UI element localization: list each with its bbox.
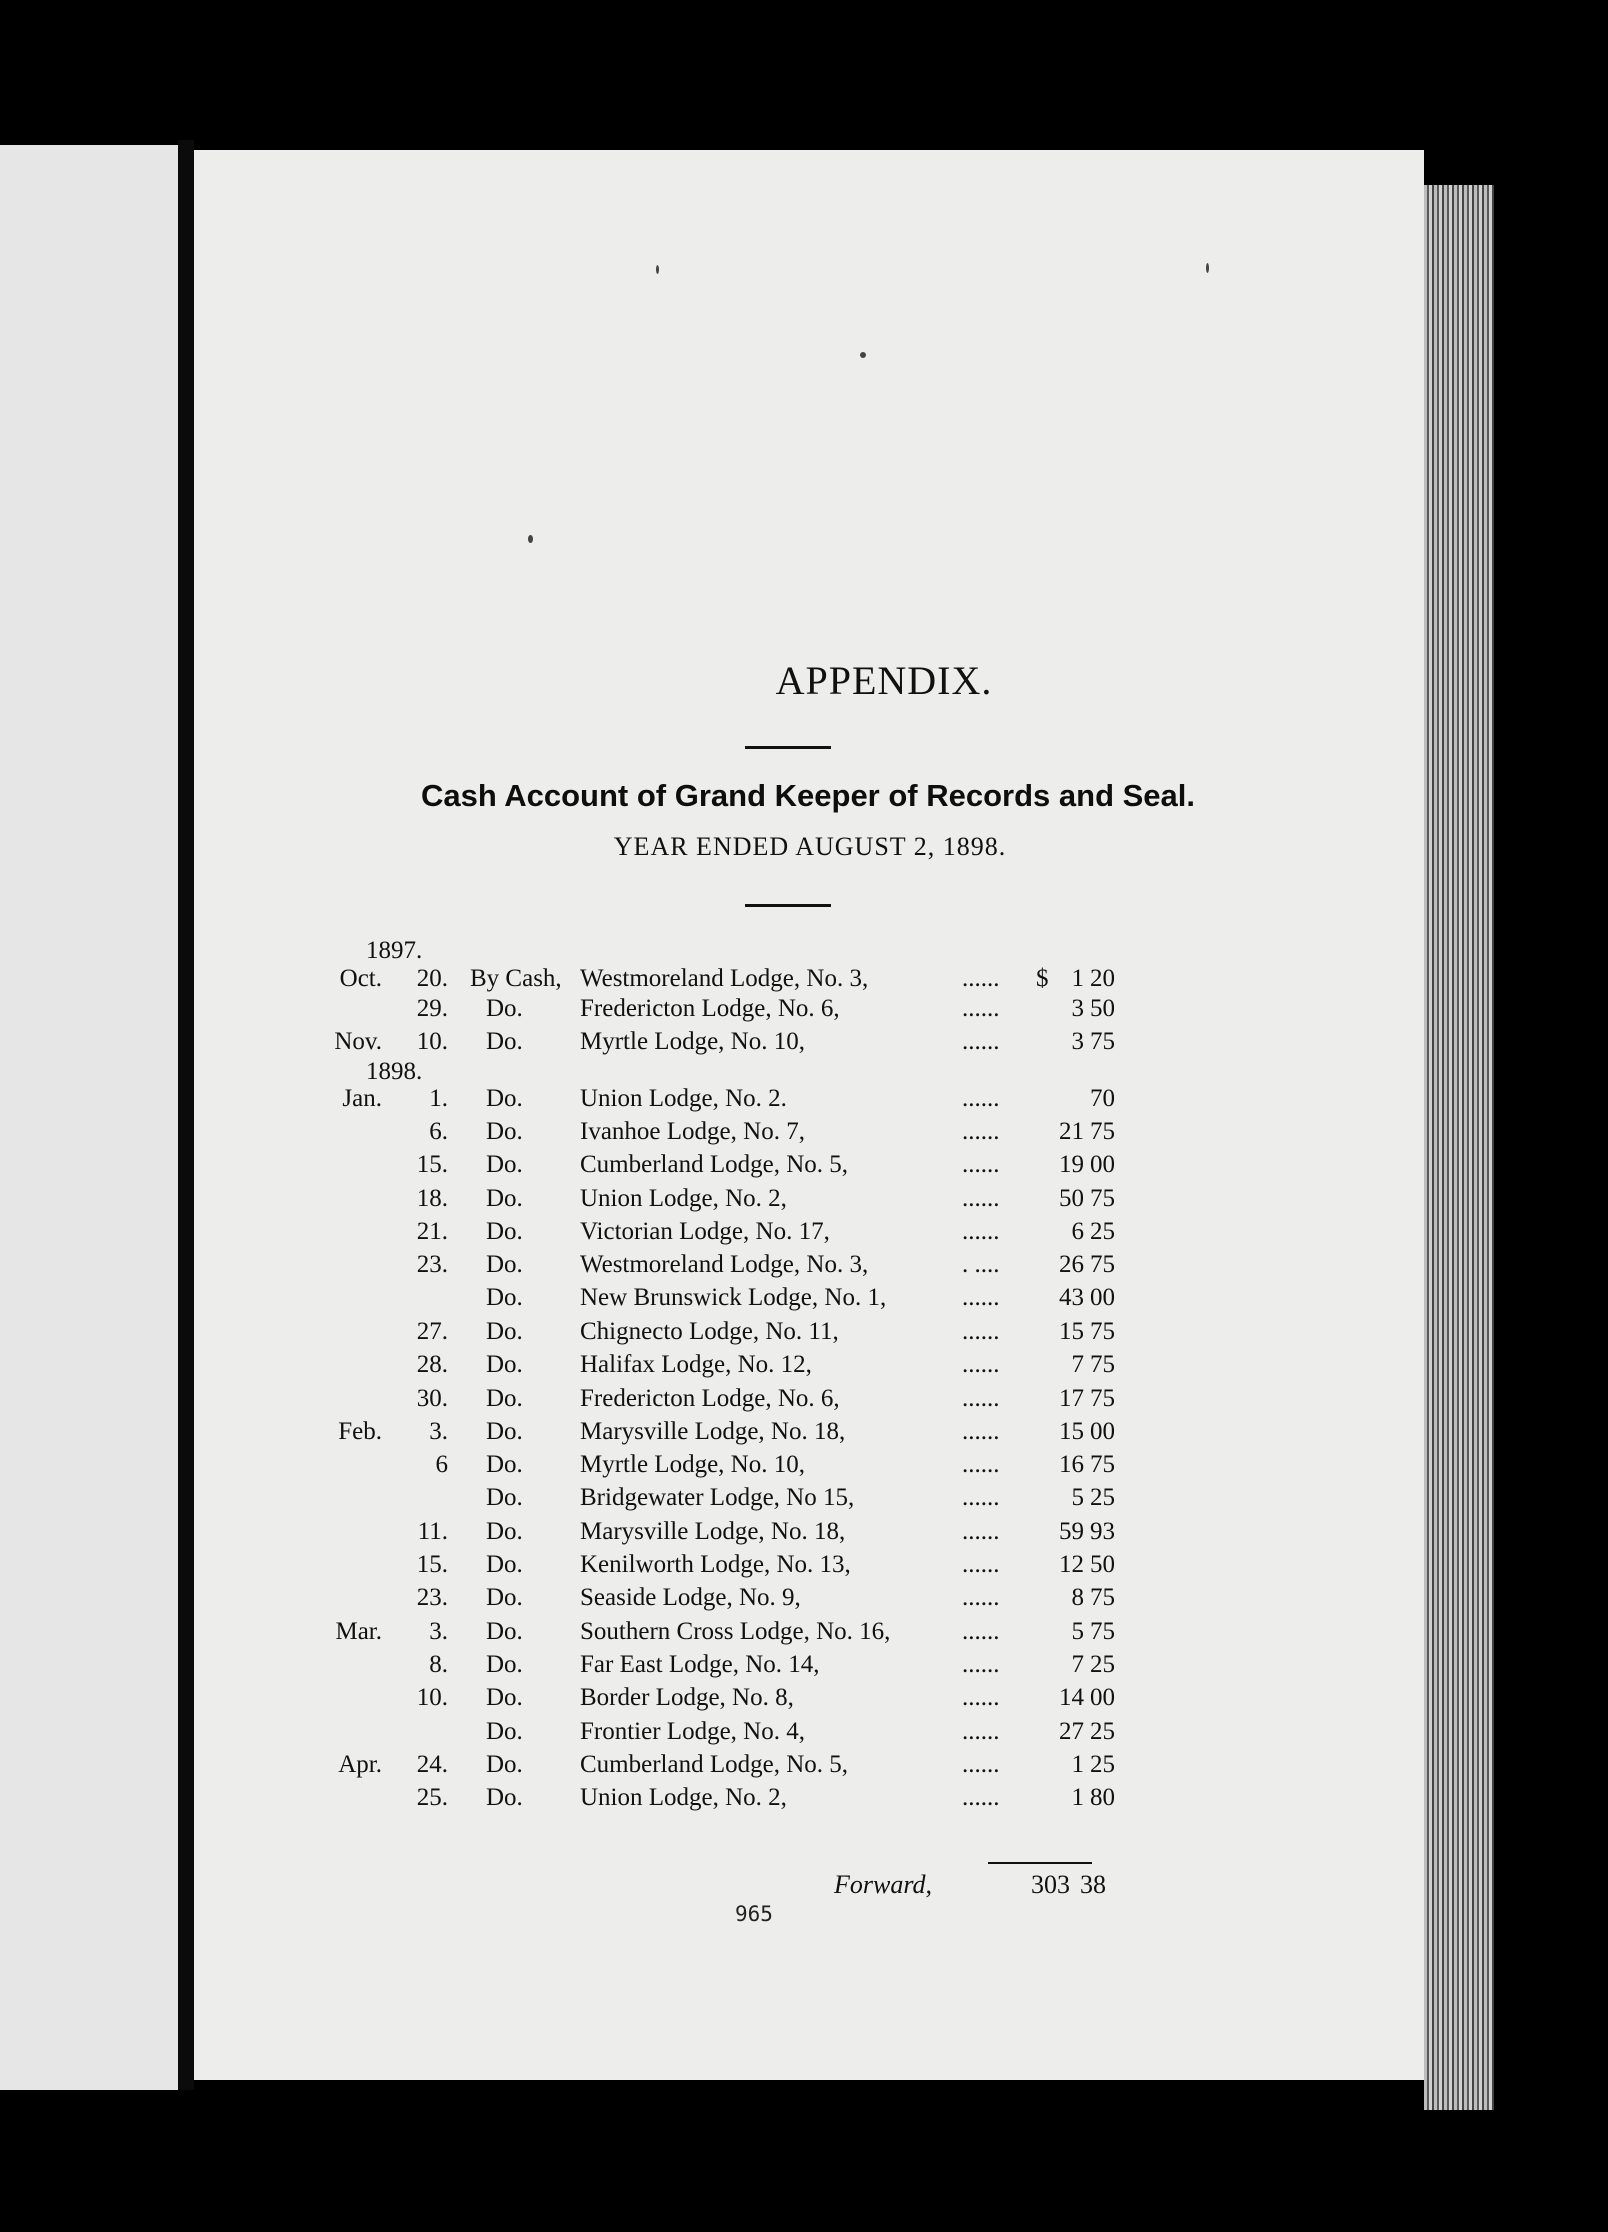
ledger-by-cash: By Cash, (470, 965, 562, 992)
ledger-cents: 25 (1090, 1484, 1115, 1511)
ledger-lodge: Ivanhoe Lodge, No. 7, (580, 1118, 805, 1145)
ledger-row (0, 1784, 1115, 1818)
ledger-ditto: Do. (486, 1451, 523, 1478)
ledger-ditto: Do. (486, 1151, 523, 1178)
ledger-dollars: 14 (1059, 1684, 1084, 1711)
ledger-dollars: 26 (1059, 1251, 1084, 1278)
ledger-day: 10. (416, 1028, 448, 1055)
ledger-cents: 75 (1090, 1185, 1115, 1212)
ledger-cents: 93 (1090, 1518, 1115, 1545)
ledger-ditto: Do. (486, 1484, 523, 1511)
ledger-month: Feb. (338, 1418, 382, 1445)
ledger-lodge: Westmoreland Lodge, No. 3, (580, 965, 869, 992)
ledger-row (0, 995, 1115, 1029)
ledger-lodge: Kenilworth Lodge, No. 13, (580, 1551, 851, 1578)
ledger-dollar-sign: $ (1036, 965, 1049, 992)
ledger-cents: 25 (1090, 1718, 1115, 1745)
ledger-ditto: Do. (486, 1551, 523, 1578)
ledger-row (0, 1584, 1115, 1618)
ledger-day: 30. (416, 1385, 448, 1412)
ledger-day: 23. (416, 1584, 448, 1611)
ledger-row (0, 1318, 1115, 1352)
ledger-leader-dots: ...... (962, 1584, 1000, 1611)
page-heading: APPENDIX. (775, 658, 993, 703)
forward-dollars: 303 (1031, 1870, 1070, 1899)
ledger-cents: 75 (1090, 1385, 1115, 1412)
ledger-ditto: Do. (486, 1684, 523, 1711)
ledger-leader-dots: ...... (962, 1551, 1000, 1578)
ledger-lodge: Border Lodge, No. 8, (580, 1684, 794, 1711)
ledger-dollars: 59 (1059, 1518, 1084, 1545)
ledger-day: 8. (429, 1651, 448, 1678)
ledger-ditto: Do. (486, 1618, 523, 1645)
ledger-ditto: Do. (486, 1118, 523, 1145)
ledger-row (0, 1551, 1115, 1585)
ledger-row (0, 1284, 1115, 1318)
ledger-leader-dots: ...... (962, 1784, 1000, 1811)
ledger-cents: 75 (1090, 1451, 1115, 1478)
ledger-leader-dots: ...... (962, 1151, 1000, 1178)
ledger-leader-dots: ...... (962, 1451, 1000, 1478)
ledger-row (0, 1085, 1115, 1119)
ledger-dollars: 8 (1071, 1584, 1084, 1611)
ledger-row (0, 1451, 1115, 1485)
ledger-leader-dots: ...... (962, 1118, 1000, 1145)
ledger-ditto: Do. (486, 1085, 523, 1112)
ledger-ditto: Do. (486, 1351, 523, 1378)
ledger-row (0, 1351, 1115, 1385)
divider-rule (745, 746, 831, 749)
ledger-lodge: Myrtle Lodge, No. 10, (580, 1451, 805, 1478)
ledger-cents: 00 (1090, 1684, 1115, 1711)
ledger-month: Oct. (339, 965, 382, 992)
ledger-lodge: Bridgewater Lodge, No 15, (580, 1484, 855, 1511)
ledger-leader-dots: ...... (962, 1418, 1000, 1445)
ledger-day: 15. (416, 1551, 448, 1578)
ledger-dollars: 3 (1071, 995, 1084, 1022)
ledger-day: 10. (416, 1684, 448, 1711)
ledger-dollars: 1 (1071, 1784, 1084, 1811)
ledger-lodge: Cumberland Lodge, No. 5, (580, 1751, 849, 1778)
ledger-day: 28. (416, 1351, 448, 1378)
ledger-ditto: Do. (486, 1518, 523, 1545)
ledger-month: Nov. (334, 1028, 382, 1055)
ledger-dollars: 17 (1059, 1385, 1084, 1412)
ledger-cents: 50 (1090, 1551, 1115, 1578)
ledger-lodge: Chignecto Lodge, No. 11, (580, 1318, 839, 1345)
ledger-ditto: Do. (486, 1318, 523, 1345)
ledger-ditto: Do. (486, 1718, 523, 1745)
year-ended-line: YEAR ENDED AUGUST 2, 1898. (613, 832, 1007, 861)
ledger-row (0, 1218, 1115, 1252)
ledger-leader-dots: ...... (962, 995, 1000, 1022)
ledger-day: 24. (416, 1751, 448, 1778)
ledger-dollars: 6 (1071, 1218, 1084, 1245)
ledger-dollars: 7 (1071, 1351, 1084, 1378)
ledger-row (0, 1484, 1115, 1518)
ledger-cents: 25 (1090, 1751, 1115, 1778)
ledger-cents: 75 (1090, 1351, 1115, 1378)
ledger-cents: 70 (1090, 1085, 1115, 1112)
ledger-lodge: Fredericton Lodge, No. 6, (580, 1385, 840, 1412)
ledger-lodge: Frontier Lodge, No. 4, (580, 1718, 805, 1745)
ledger-row (0, 1518, 1115, 1552)
ledger-cents: 50 (1090, 995, 1115, 1022)
ledger-day: 25. (416, 1784, 448, 1811)
ledger-leader-dots: ...... (962, 1751, 1000, 1778)
ledger-cents: 75 (1090, 1118, 1115, 1145)
ledger-row (0, 1718, 1115, 1752)
ledger-lodge: Halifax Lodge, No. 12, (580, 1351, 812, 1378)
divider-rule (745, 904, 831, 907)
ledger-ditto: Do. (486, 1251, 523, 1278)
ledger-row (0, 1751, 1115, 1785)
ledger-ditto: Do. (486, 1751, 523, 1778)
ledger-lodge: New Brunswick Lodge, No. 1, (580, 1284, 887, 1311)
ledger-dollars: 19 (1059, 1151, 1084, 1178)
ledger-row (0, 1151, 1115, 1185)
ledger-day: 1. (429, 1085, 448, 1112)
paper-speck (656, 265, 659, 274)
ledger-lodge: Westmoreland Lodge, No. 3, (580, 1251, 869, 1278)
paper-speck (528, 535, 533, 543)
ledger-cents: 00 (1090, 1418, 1115, 1445)
ledger-leader-dots: ...... (962, 1028, 1000, 1055)
ledger-row (0, 1385, 1115, 1419)
ledger-lodge: Southern Cross Lodge, No. 16, (580, 1618, 891, 1645)
page-number: 965 (735, 1902, 773, 1926)
ledger-dollars: 7 (1071, 1651, 1084, 1678)
ledger-cents: 75 (1090, 1318, 1115, 1345)
paper-speck (1206, 263, 1209, 273)
ledger-month: Mar. (335, 1618, 382, 1645)
ledger-leader-dots: ...... (962, 965, 1000, 992)
ledger-lodge: Marysville Lodge, No. 18, (580, 1418, 846, 1445)
ledger-day: 18. (416, 1185, 448, 1212)
ledger-leader-dots: ...... (962, 1618, 1000, 1645)
ledger-dollars: 43 (1059, 1284, 1084, 1311)
ledger-day: 6. (429, 1118, 448, 1145)
ledger-day: 3. (429, 1618, 448, 1645)
ledger-leader-dots: ...... (962, 1651, 1000, 1678)
ledger-cents: 25 (1090, 1651, 1115, 1678)
ledger-leader-dots: . .... (962, 1251, 1000, 1278)
total-rule (988, 1862, 1092, 1864)
ledger-leader-dots: ...... (962, 1684, 1000, 1711)
ledger-row (0, 1251, 1115, 1285)
ledger-lodge: Victorian Lodge, No. 17, (580, 1218, 830, 1245)
ledger-day: 21. (416, 1218, 448, 1245)
ledger-ditto: Do. (486, 1185, 523, 1212)
ledger-day: 6 (435, 1451, 448, 1478)
ledger-row (0, 1118, 1115, 1152)
ledger-day: 11. (417, 1518, 448, 1545)
ledger-cents: 80 (1090, 1784, 1115, 1811)
ledger-ditto: Do. (486, 1385, 523, 1412)
ledger-row (0, 1618, 1115, 1652)
ledger-ditto: Do. (486, 1784, 523, 1811)
ledger-year: 1898. (366, 1058, 423, 1085)
ledger-lodge: Far East Lodge, No. 14, (580, 1651, 820, 1678)
ledger-dollars: 1 (1071, 965, 1084, 992)
ledger-month: Apr. (338, 1751, 382, 1778)
ledger-dollars: 16 (1059, 1451, 1084, 1478)
ledger-lodge: Union Lodge, No. 2, (580, 1784, 787, 1811)
forward-cents: 38 (1080, 1870, 1106, 1899)
ledger-ditto: Do. (486, 1284, 523, 1311)
ledger-day: 3. (429, 1418, 448, 1445)
ledger-cents: 20 (1090, 965, 1115, 992)
ledger-leader-dots: ...... (962, 1185, 1000, 1212)
ledger-cents: 00 (1090, 1151, 1115, 1178)
ledger-lodge: Seaside Lodge, No. 9, (580, 1584, 801, 1611)
ledger-leader-dots: ...... (962, 1518, 1000, 1545)
paper-speck (860, 352, 866, 358)
ledger-lodge: Cumberland Lodge, No. 5, (580, 1151, 849, 1178)
ledger-day: 27. (416, 1318, 448, 1345)
ledger-cents: 75 (1090, 1584, 1115, 1611)
ledger-day: 15. (416, 1151, 448, 1178)
ledger-lodge: Myrtle Lodge, No. 10, (580, 1028, 805, 1055)
ledger-day: 20. (416, 965, 448, 992)
forward-label: Forward, (834, 1870, 932, 1899)
ledger-dollars: 5 (1071, 1484, 1084, 1511)
ledger-leader-dots: ...... (962, 1718, 1000, 1745)
ledger-ditto: Do. (486, 1584, 523, 1611)
ledger-dollars: 5 (1071, 1618, 1084, 1645)
ledger-leader-dots: ...... (962, 1218, 1000, 1245)
ledger-month: Jan. (342, 1085, 382, 1112)
ledger-dollars: 27 (1059, 1718, 1084, 1745)
ledger-cents: 25 (1090, 1218, 1115, 1245)
ledger-row (0, 1418, 1115, 1452)
ledger-dollars: 15 (1059, 1318, 1084, 1345)
ledger-day: 29. (416, 995, 448, 1022)
ledger-leader-dots: ...... (962, 1085, 1000, 1112)
ledger-row (0, 1185, 1115, 1219)
ledger-row (0, 1651, 1115, 1685)
ledger-lodge: Marysville Lodge, No. 18, (580, 1518, 846, 1545)
ledger-dollars: 3 (1071, 1028, 1084, 1055)
account-title: Cash Account of Grand Keeper of Records and Seal. (420, 778, 1196, 813)
ledger-dollars: 12 (1059, 1551, 1084, 1578)
ledger-day: 23. (416, 1251, 448, 1278)
ledger-lodge: Union Lodge, No. 2, (580, 1185, 787, 1212)
ledger-ditto: Do. (486, 1651, 523, 1678)
ledger-dollars: 1 (1071, 1751, 1084, 1778)
ledger-cents: 75 (1090, 1251, 1115, 1278)
ledger-cents: 75 (1090, 1618, 1115, 1645)
ledger-leader-dots: ...... (962, 1284, 1000, 1311)
ledger-row (0, 1684, 1115, 1718)
ledger-cents: 75 (1090, 1028, 1115, 1055)
ledger-ditto: Do. (486, 995, 523, 1022)
ledger-leader-dots: ...... (962, 1484, 1000, 1511)
ledger-dollars: 50 (1059, 1185, 1084, 1212)
ledger-leader-dots: ...... (962, 1318, 1000, 1345)
ledger-ditto: Do. (486, 1418, 523, 1445)
ledger-dollars: 21 (1059, 1118, 1084, 1145)
ledger-leader-dots: ...... (962, 1385, 1000, 1412)
ledger-ditto: Do. (486, 1028, 523, 1055)
ledger-year: 1897. (366, 937, 423, 964)
ledger-lodge: Union Lodge, No. 2. (580, 1085, 787, 1112)
ledger-lodge: Fredericton Lodge, No. 6, (580, 995, 840, 1022)
ledger-ditto: Do. (486, 1218, 523, 1245)
ledger-row (0, 965, 1115, 999)
ledger-dollars: 15 (1059, 1418, 1084, 1445)
ledger-cents: 00 (1090, 1284, 1115, 1311)
ledger-row (0, 1028, 1115, 1062)
ledger-leader-dots: ...... (962, 1351, 1000, 1378)
